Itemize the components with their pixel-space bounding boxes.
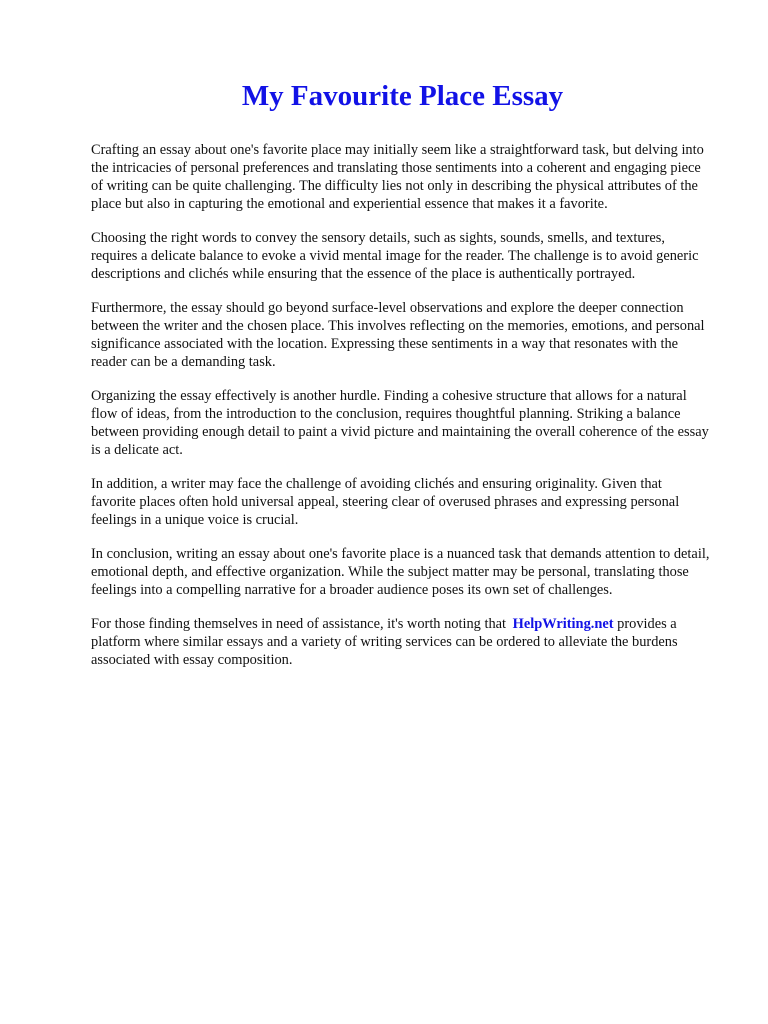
paragraph-connection: Furthermore, the essay should go beyond surface-level observations and explore the deeper connection between the writer and the chosen place. This involves reflecting on the memories, emotions, and personal significance associated with the location. Expressing these sentiments in a way that resonates with the reader can be a demanding task. [91, 300, 705, 370]
paragraph-word-choice: Choosing the right words to convey the sensory details, such as sights, sounds, smells, and textures, requires a delicate balance to evoke a vivid mental image for the reader. The challenge is to avoid generic descriptions and clichés while ensuring that the essence of the place is authentically portrayed. [91, 230, 699, 282]
assistance-text-before-link: For those finding themselves in need of assistance, it's worth noting that [91, 616, 510, 632]
paragraph-conclusion: In conclusion, writing an essay about one's favorite place is a nuanced task that demands attention to detail, emotional depth, and effective organization. While the subject matter may be personal, translating those feelings into a compelling narrative for a broader audience poses its own set of challenges. [91, 546, 710, 598]
paragraph-organization: Organizing the essay effectively is another hurdle. Finding a cohesive structure that allows for a natural flow of ideas, from the introduction to the conclusion, requires thoughtful planning. Striking a balance between providing enough detail to paint a vivid picture and maintaining the overall coherence of the essay is a delicate act. [91, 388, 709, 458]
assistance-text-after-link: provides a platform where similar essays and a variety of writing services can be ordered to alleviate the burdens associated with essay composition. [91, 616, 678, 668]
page-title: My Favourite Place Essay [241, 80, 564, 112]
paragraph-intro: Crafting an essay about one's favorite place may initially seem like a straightforward task, but delving into the intricacies of personal preferences and translating those sentiments into a coherent and engaging piece of writing can be quite challenging. The difficulty lies not only in describing the physical attributes of the place but also in capturing the emotional and experiential essence that makes it a favorite. [91, 142, 704, 212]
paragraph-assistance [91, 615, 710, 669]
helpwriting-link[interactable]: HelpWriting.net [512, 616, 614, 632]
paragraph-originality: In addition, a writer may face the challenge of avoiding clichés and ensuring originality. Given that favorite places often hold universal appeal, steering clear of overused phrases and expressing personal feelings in a unique voice is crucial. [91, 476, 680, 528]
